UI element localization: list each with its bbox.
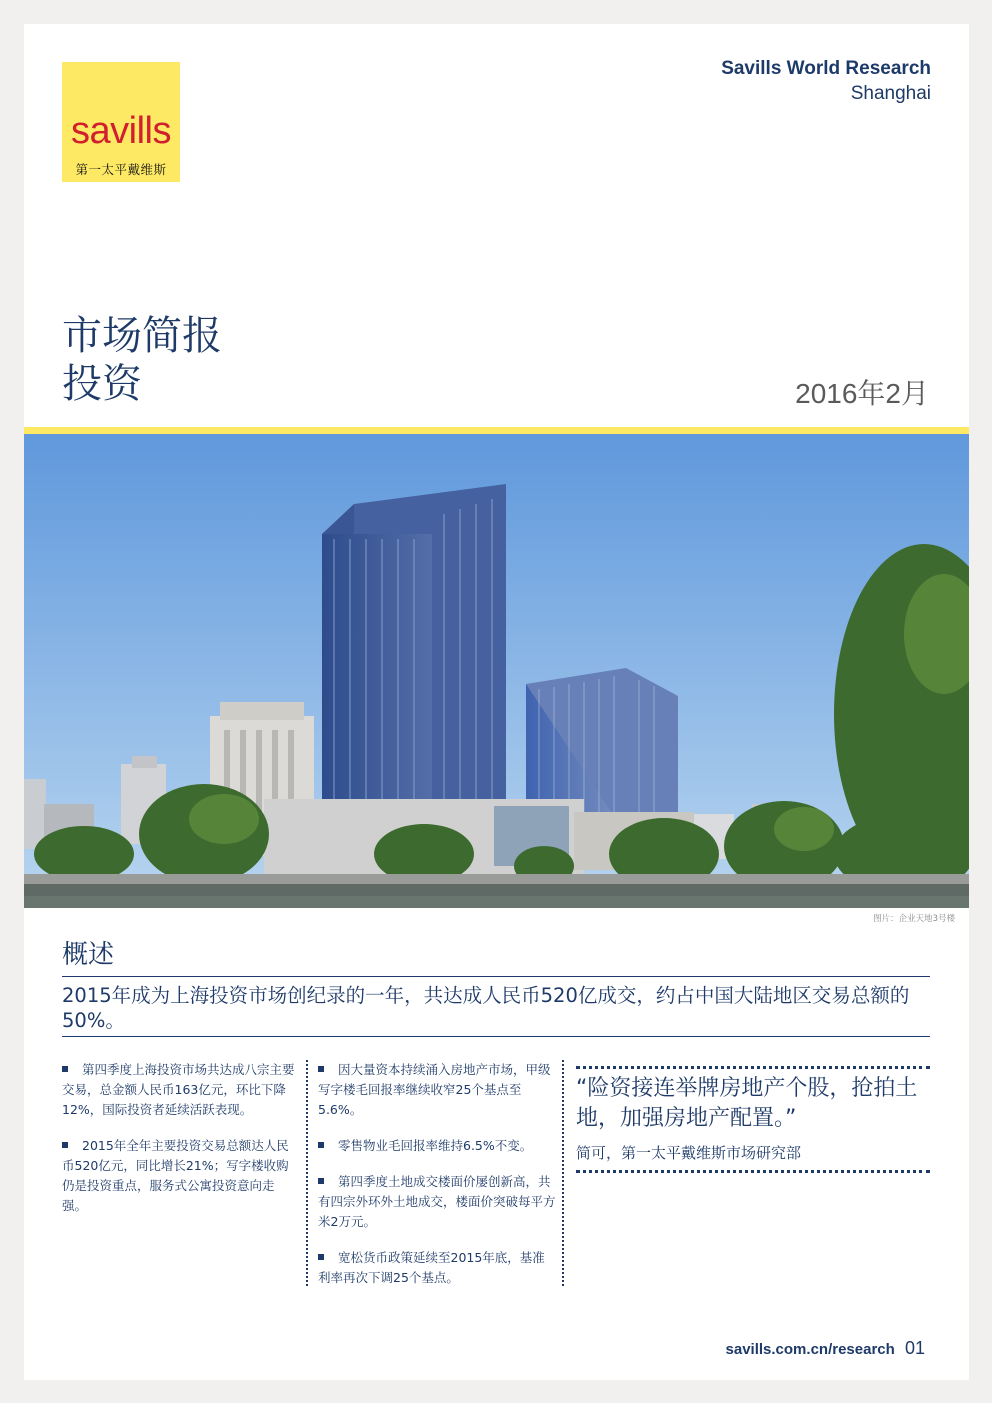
footer-url[interactable]: savills.com.cn/research (725, 1341, 895, 1358)
savills-logo (62, 62, 180, 182)
quote-source: 简可，第一太平戴维斯市场研究部 (576, 1144, 802, 1162)
list-item: 第四季度土地成交楼面价屡创新高，共有四宗外环外土地成交，楼面价突破每平方米2万元。 (318, 1174, 556, 1229)
bullet-square-icon (318, 1178, 324, 1184)
bullets-mid-column (318, 1060, 556, 1304)
bullet-square-icon (62, 1142, 68, 1148)
header-block (721, 58, 931, 105)
hero-photo (24, 434, 969, 908)
header-city: Shanghai (850, 83, 931, 104)
list-item: 零售物业毛回报率维持6.5%不变。 (318, 1136, 556, 1156)
section-rule-bottom (62, 1036, 930, 1037)
list-item: 宽松货币政策延续至2015年底，基准利率再次下调25个基点。 (318, 1250, 545, 1285)
report-date: 2016年2月 (795, 378, 929, 409)
logo-brand: savills (71, 110, 171, 152)
page-number: 01 (904, 1338, 925, 1358)
report-title (62, 312, 222, 408)
report-page (24, 24, 969, 1380)
bullets-left-column (62, 1060, 298, 1232)
logo-brand-cn: 第一太平戴维斯 (75, 162, 167, 177)
pull-quote: “险资接连举牌房地产个股，抢拍土地，加强房地产配置。” (576, 1076, 918, 1131)
bullet-square-icon (318, 1254, 324, 1260)
column-divider (562, 1060, 564, 1286)
overview-summary: 2015年成为上海投资市场创纪录的一年，共达成人民币520亿成交，约占中国大陆地区交易总额的50%。 (62, 984, 910, 1032)
bullet-square-icon (318, 1142, 324, 1148)
list-item: 2015年全年主要投资交易总额达人民币520亿元，同比增长21%；写字楼收购仍是投资重点，服务式公寓投资意向走强。 (62, 1138, 289, 1213)
column-divider (306, 1060, 308, 1286)
bullet-square-icon (62, 1066, 68, 1072)
photo-caption: 图片：企业天地3号楼 (873, 914, 955, 924)
yellow-divider (24, 427, 969, 434)
bullet-square-icon (318, 1066, 324, 1072)
title-line-2: 投资 (62, 361, 142, 407)
section-heading: 概述 (62, 940, 115, 970)
header-org: Savills World Research (721, 58, 931, 79)
list-item: 因大量资本持续涌入房地产市场，甲级写字楼毛回报率继续收窄25个基点至5.6%。 (318, 1062, 551, 1117)
title-line-1: 市场简报 (62, 313, 222, 359)
quote-rule-top (576, 1066, 930, 1069)
section-rule-top (62, 976, 930, 977)
quote-rule-bottom (576, 1170, 930, 1173)
page-footer (726, 1338, 925, 1359)
office-towers-photo (24, 434, 969, 908)
list-item: 第四季度上海投资市场共达成八宗主要交易，总金额人民币163亿元，环比下降12%，国际投资者延续活跃表现。 (62, 1062, 295, 1117)
